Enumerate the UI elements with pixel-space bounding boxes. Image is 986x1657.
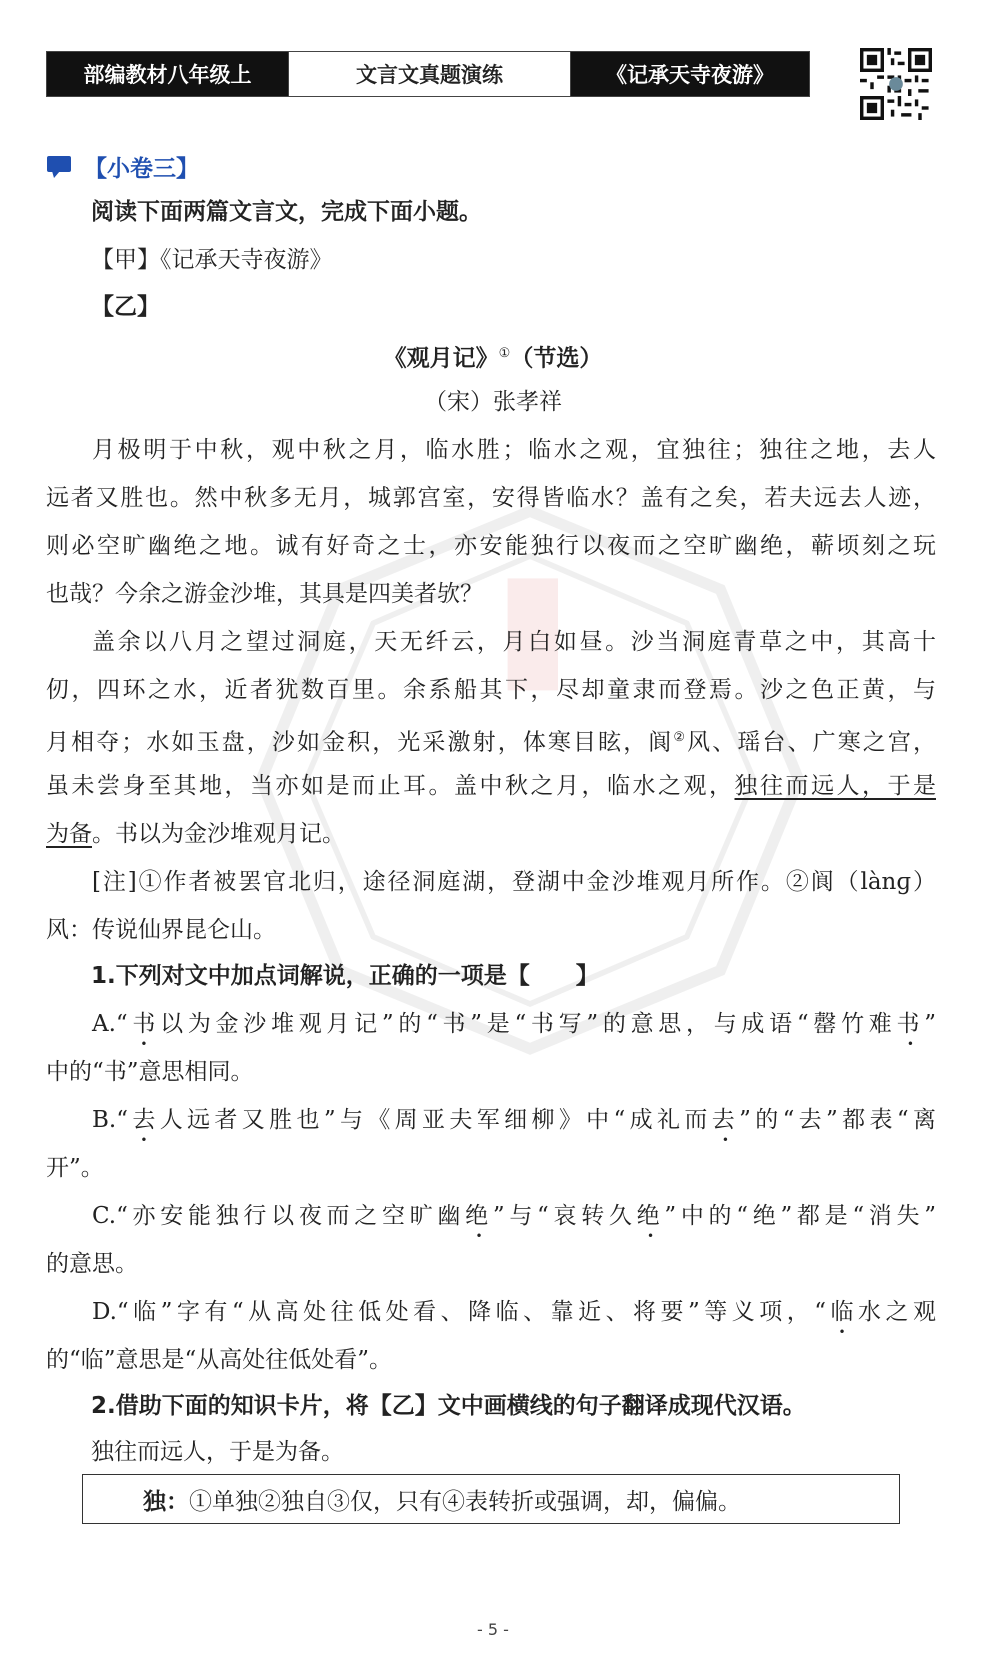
text-jia-label: 【甲】《记承天寺夜游》: [91, 247, 333, 273]
paragraph-1-line: 远者又胜也。然中秋多无月，城郭宫室，安得皆临水？盖有之矣，若夫远去人迹，: [46, 485, 936, 511]
paragraph-2-line: 虽未尝身至其地，当亦如是而止耳。盖中秋之月，临水之观，独往而远人，于是: [46, 773, 936, 799]
paragraph-2-line: 月相夺；水如玉盘，沙如金积，光采激射，体寒目眩，阆②风、瑶台、广寒之宫，: [46, 729, 937, 756]
annotation-line: 风：传说仙界昆仑山。: [46, 917, 276, 943]
question-2-sentence: 独往而远人，于是为备。: [91, 1439, 344, 1465]
header-bar: [46, 51, 810, 97]
annotation-line: [注]①作者被罢官北归，途径洞庭湖，登湖中金沙堆观月所作。②阆（lànɡ）: [92, 869, 936, 895]
question-2-stem: 2.借助下面的知识卡片，将【乙】文中画横线的句子翻译成现代汉语。: [91, 1393, 806, 1419]
option-a: A.“书以为金沙堆观月记”的“书”是“书写”的意思，与成语“罄竹难书”: [92, 1011, 936, 1037]
header-grade: 部编教材八年级上: [47, 52, 288, 96]
question-1-stem: 1.下列对文中加点词解说，正确的一项是【 】: [91, 963, 599, 989]
option-a-cont: 中的“书”意思相同。: [46, 1059, 254, 1085]
paragraph-1-line: 月极明于中秋，观中秋之月，临水胜；临水之观，宜独往；独往之地，去人: [92, 437, 936, 463]
section-header: [46, 150, 199, 183]
knowledge-card: [82, 1474, 900, 1524]
paragraph-2-line: 盖余以八月之望过洞庭，天无纤云，月白如昼。沙当洞庭青草之中，其高十: [92, 629, 936, 655]
option-b: B.“去人远者又胜也”与《周亚夫军细柳》中“成礼而去”的“去”都表“离: [92, 1107, 936, 1133]
card-key: 独：: [143, 1488, 189, 1515]
option-b-cont: 开”。: [46, 1155, 104, 1181]
paragraph-2-line: 为备。书以为金沙堆观月记。: [46, 821, 345, 847]
speech-flag-icon: [46, 155, 74, 179]
option-c: C.“亦安能独行以夜而之空旷幽绝”与“哀转久绝”中的“绝”都是“消失”: [92, 1203, 936, 1229]
underlined-sentence: 独往而远人，于是: [734, 773, 936, 799]
passage-title: 《观月记》①（节选）: [383, 345, 603, 372]
paragraph-1-line: 则必空旷幽绝之地。诚有好奇之士，亦安能独行以夜而之空旷幽绝，蕲顷刻之玩: [46, 533, 936, 559]
qr-code-icon: [860, 48, 932, 120]
option-d-cont: 的“临”意思是“从高处往低处看”。: [46, 1347, 393, 1373]
paragraph-1-line: 也哉？今余之游金沙堆，其具是四美者欤？: [46, 581, 483, 607]
page-number: - 5 -: [477, 1620, 509, 1639]
header-lesson: 《记承天寺夜游》: [571, 52, 809, 96]
passage-author: （宋）张孝祥: [424, 389, 562, 415]
underlined-sentence: 为备: [46, 821, 92, 847]
header-topic: 文言文真题演练: [288, 52, 571, 96]
section-label: 【小卷三】: [84, 156, 199, 182]
instruction: 阅读下面两篇文言文，完成下面小题。: [91, 199, 482, 225]
option-c-cont: 的意思。: [46, 1251, 138, 1277]
text-yi-label: 【乙】: [91, 294, 160, 320]
option-d: D.“临”字有“从高处往低处看、降临、靠近、将要”等义项，“临水之观: [92, 1299, 937, 1325]
card-text: ①单独②独自③仅，只有④表转折或强调，却，偏偏。: [189, 1488, 741, 1515]
paragraph-2-line: 仞，四环之水，近者犹数百里。余系船其下，尽却童隶而登焉。沙之色正黄，与: [46, 677, 936, 703]
